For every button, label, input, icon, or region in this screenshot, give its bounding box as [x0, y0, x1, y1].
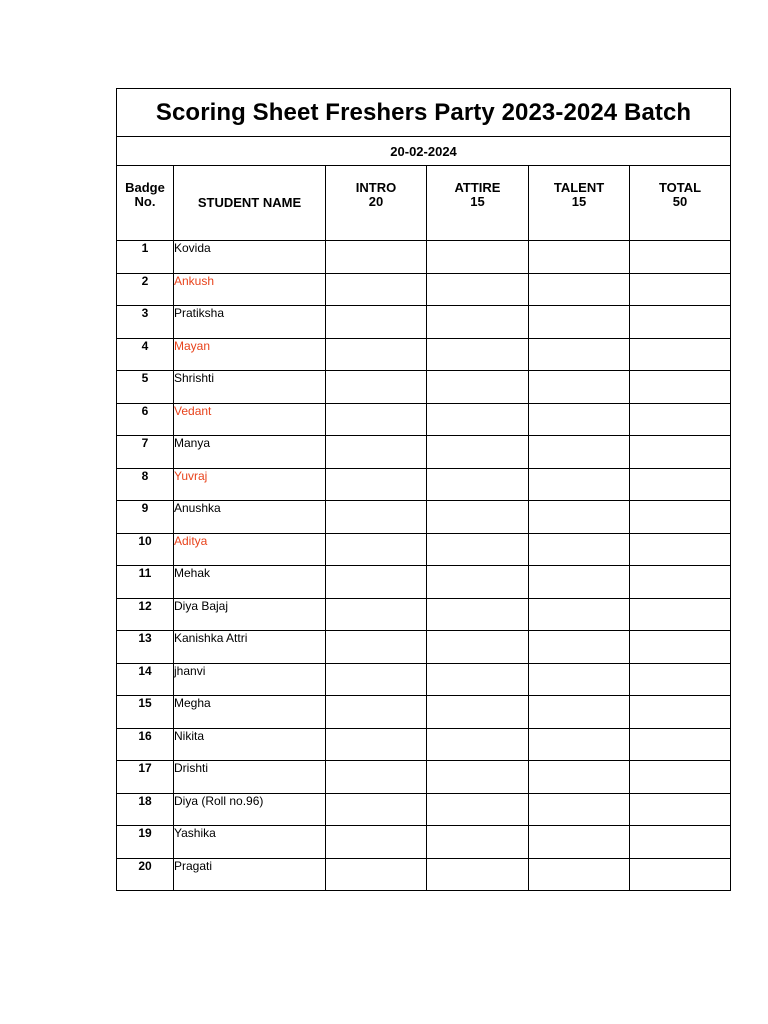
student-name: Mayan: [174, 338, 326, 371]
student-name: Megha: [174, 696, 326, 729]
header-total-max: 50: [672, 194, 688, 209]
total-score-cell: [630, 761, 731, 794]
student-name: Ankush: [174, 273, 326, 306]
intro-score-cell: [326, 501, 427, 534]
student-name: Vedant: [174, 403, 326, 436]
intro-score-cell: [326, 273, 427, 306]
talent-score-cell: [529, 566, 630, 599]
badge-number: 12: [117, 598, 174, 631]
talent-score-cell: [529, 858, 630, 891]
total-score-cell: [630, 598, 731, 631]
table-row: [117, 696, 731, 729]
attire-score-cell: [427, 241, 529, 274]
badge-number: 6: [117, 403, 174, 436]
talent-score-cell: [529, 468, 630, 501]
total-score-cell: [630, 403, 731, 436]
talent-score-cell: [529, 241, 630, 274]
student-name: jhanvi: [174, 663, 326, 696]
badge-number: 19: [117, 826, 174, 859]
badge-number: 14: [117, 663, 174, 696]
total-score-cell: [630, 826, 731, 859]
table-row: [117, 631, 731, 664]
talent-score-cell: [529, 306, 630, 339]
student-name: Drishti: [174, 761, 326, 794]
talent-score-cell: [529, 338, 630, 371]
table-row: [117, 338, 731, 371]
total-score-cell: [630, 436, 731, 469]
total-score-cell: [630, 631, 731, 664]
attire-score-cell: [427, 696, 529, 729]
badge-number: 18: [117, 793, 174, 826]
attire-score-cell: [427, 403, 529, 436]
table-row: [117, 468, 731, 501]
student-name: Kovida: [174, 241, 326, 274]
badge-number: 1: [117, 241, 174, 274]
header-intro-max: 20: [368, 194, 384, 209]
attire-score-cell: [427, 306, 529, 339]
attire-score-cell: [427, 273, 529, 306]
total-score-cell: [630, 858, 731, 891]
total-score-cell: [630, 728, 731, 761]
student-name: Pratiksha: [174, 306, 326, 339]
attire-score-cell: [427, 501, 529, 534]
attire-score-cell: [427, 436, 529, 469]
intro-score-cell: [326, 598, 427, 631]
attire-score-cell: [427, 371, 529, 404]
badge-number: 8: [117, 468, 174, 501]
student-name: Yuvraj: [174, 468, 326, 501]
total-score-cell: [630, 566, 731, 599]
header-total: [630, 166, 731, 241]
header-intro-label: INTRO: [355, 180, 397, 195]
total-score-cell: [630, 696, 731, 729]
intro-score-cell: [326, 663, 427, 696]
badge-number: 4: [117, 338, 174, 371]
sheet-title: Scoring Sheet Freshers Party 2023-2024 Batch: [117, 89, 731, 137]
header-total-label: TOTAL: [658, 180, 702, 195]
attire-score-cell: [427, 566, 529, 599]
table-row: [117, 598, 731, 631]
intro-score-cell: [326, 468, 427, 501]
badge-number: 13: [117, 631, 174, 664]
attire-score-cell: [427, 793, 529, 826]
talent-score-cell: [529, 273, 630, 306]
badge-number: 20: [117, 858, 174, 891]
intro-score-cell: [326, 403, 427, 436]
table-row: [117, 501, 731, 534]
column-header-row: [117, 166, 731, 241]
table-row: [117, 403, 731, 436]
sheet-date: 20-02-2024: [117, 137, 731, 166]
total-score-cell: [630, 241, 731, 274]
student-name: Aditya: [174, 533, 326, 566]
total-score-cell: [630, 273, 731, 306]
header-student-name-label: STUDENT NAME: [197, 195, 302, 210]
student-name: Pragati: [174, 858, 326, 891]
table-row: [117, 793, 731, 826]
intro-score-cell: [326, 631, 427, 664]
talent-score-cell: [529, 436, 630, 469]
talent-score-cell: [529, 761, 630, 794]
intro-score-cell: [326, 696, 427, 729]
intro-score-cell: [326, 826, 427, 859]
badge-number: 11: [117, 566, 174, 599]
header-badge-no: [117, 166, 174, 241]
badge-number: 3: [117, 306, 174, 339]
table-row: [117, 566, 731, 599]
intro-score-cell: [326, 338, 427, 371]
header-talent-label: TALENT: [553, 180, 605, 195]
header-attire: [427, 166, 529, 241]
talent-score-cell: [529, 501, 630, 534]
table-row: [117, 663, 731, 696]
table-row: [117, 371, 731, 404]
badge-number: 2: [117, 273, 174, 306]
total-score-cell: [630, 371, 731, 404]
talent-score-cell: [529, 826, 630, 859]
header-badge-line1: Badge: [125, 180, 165, 195]
total-score-cell: [630, 306, 731, 339]
total-score-cell: [630, 468, 731, 501]
talent-score-cell: [529, 631, 630, 664]
total-score-cell: [630, 533, 731, 566]
badge-number: 9: [117, 501, 174, 534]
student-name: Kanishka Attri: [174, 631, 326, 664]
badge-number: 16: [117, 728, 174, 761]
badge-number: 5: [117, 371, 174, 404]
table-row: [117, 826, 731, 859]
badge-number: 7: [117, 436, 174, 469]
student-name: Yashika: [174, 826, 326, 859]
badge-number: 10: [117, 533, 174, 566]
talent-score-cell: [529, 793, 630, 826]
attire-score-cell: [427, 761, 529, 794]
intro-score-cell: [326, 241, 427, 274]
student-name: Anushka: [174, 501, 326, 534]
total-score-cell: [630, 663, 731, 696]
student-name: Manya: [174, 436, 326, 469]
attire-score-cell: [427, 858, 529, 891]
intro-score-cell: [326, 306, 427, 339]
attire-score-cell: [427, 338, 529, 371]
student-rows: [117, 241, 731, 891]
table-row: [117, 728, 731, 761]
attire-score-cell: [427, 826, 529, 859]
scoring-sheet-table: [116, 88, 731, 891]
header-attire-label: ATTIRE: [454, 180, 501, 195]
table-row: [117, 273, 731, 306]
intro-score-cell: [326, 533, 427, 566]
intro-score-cell: [326, 793, 427, 826]
talent-score-cell: [529, 533, 630, 566]
attire-score-cell: [427, 598, 529, 631]
talent-score-cell: [529, 663, 630, 696]
talent-score-cell: [529, 728, 630, 761]
intro-score-cell: [326, 761, 427, 794]
table-row: [117, 436, 731, 469]
intro-score-cell: [326, 436, 427, 469]
table-row: [117, 761, 731, 794]
total-score-cell: [630, 501, 731, 534]
intro-score-cell: [326, 371, 427, 404]
header-intro: [326, 166, 427, 241]
header-badge-line2: No.: [134, 194, 156, 209]
attire-score-cell: [427, 663, 529, 696]
student-name: Shrishti: [174, 371, 326, 404]
attire-score-cell: [427, 631, 529, 664]
table-row: [117, 306, 731, 339]
table-row: [117, 858, 731, 891]
student-name: Nikita: [174, 728, 326, 761]
attire-score-cell: [427, 468, 529, 501]
talent-score-cell: [529, 403, 630, 436]
header-talent-max: 15: [571, 194, 587, 209]
table-row: [117, 241, 731, 274]
attire-score-cell: [427, 728, 529, 761]
talent-score-cell: [529, 696, 630, 729]
talent-score-cell: [529, 371, 630, 404]
talent-score-cell: [529, 598, 630, 631]
badge-number: 15: [117, 696, 174, 729]
intro-score-cell: [326, 728, 427, 761]
intro-score-cell: [326, 566, 427, 599]
header-talent: [529, 166, 630, 241]
badge-number: 17: [117, 761, 174, 794]
header-attire-max: 15: [470, 194, 485, 209]
student-name: Diya (Roll no.96): [174, 793, 326, 826]
student-name: Diya Bajaj: [174, 598, 326, 631]
attire-score-cell: [427, 533, 529, 566]
total-score-cell: [630, 793, 731, 826]
total-score-cell: [630, 338, 731, 371]
student-name: Mehak: [174, 566, 326, 599]
header-student-name: [174, 166, 326, 241]
table-row: [117, 533, 731, 566]
intro-score-cell: [326, 858, 427, 891]
